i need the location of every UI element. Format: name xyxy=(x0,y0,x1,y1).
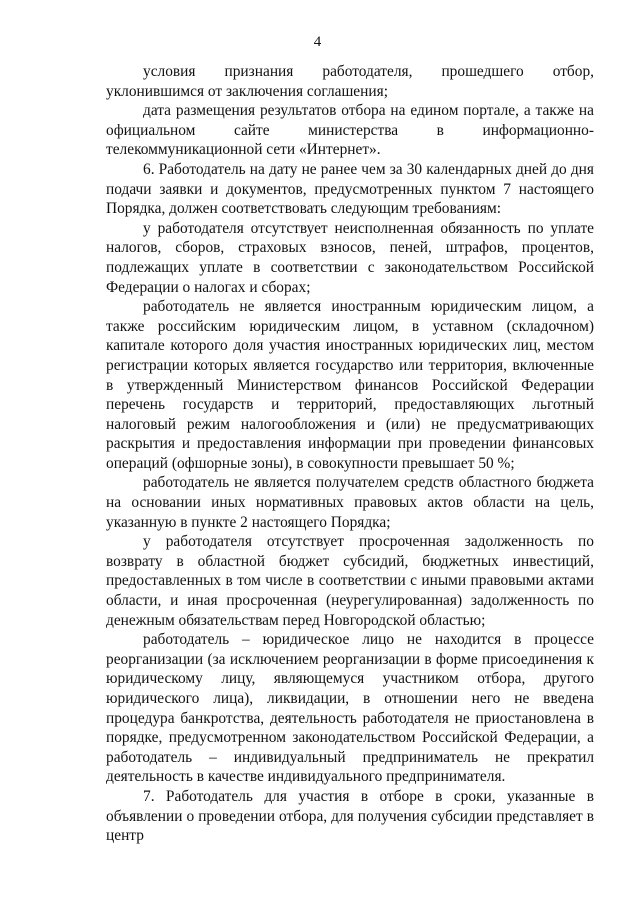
paragraph-item-6-requirements: 6. Работодатель на дату не ранее чем за 30 календарных дней до дня подачи заявки и документов, предусмотренных пунктом 7 настоящего Порядка, должен соответствовать следующим требованиям: xyxy=(106,160,594,218)
paragraph-overdue-debt: у работодателя отсутствует просроченная задолженность по возврату в областной бюджет субсидий, бюджетных инвестиций, предоставленных в том числе в соответствии с иными правовыми актами области, и иная просроченная (неурегулированная) задолженность по денежным обязательствам перед Новгородской областью; xyxy=(106,533,594,629)
page-number: 4 xyxy=(313,34,322,50)
paragraph-budget-recipient: работодатель не является получателем средств областного бюджета на основании иных нормативных правовых актов области на цель, указанную в пункте 2 настоящего Порядка; xyxy=(106,474,594,531)
paragraph-tax-obligations: у работодателя отсутствует неисполненная обязанность по уплате налогов, сборов, страховых взносов, пеней, штрафов, процентов, подлежащих уплате в соответствии с законодательством Российской Федерации о налогах и сборах; xyxy=(106,219,594,296)
paragraph-reorganization: работодатель – юридическое лицо не находится в процессе реорганизации (за исключением реорганизации в форме присоединения к юридическому лицу, являющемуся участником отбора, другого юридического лица), ликвидации, в отношении него не введена процедура банкротства, деятельность работодателя не приостановлена в порядке, предусмотренном законодательством Российской Федерации, а работодатель – индивидуальный предприниматель не прекратил деятельность в качестве индивидуального предпринимателя. xyxy=(106,631,594,786)
paragraph-results-publication: дата размещения результатов отбора на едином портале, а также на официальном сайте министерства в информационно-телекоммуникационной сети «Интернет». xyxy=(106,102,594,159)
document-body xyxy=(106,62,594,846)
paragraph-conditions-evasion: условия признания работодателя, прошедшего отбор, уклонившимся от заключения соглашения; xyxy=(106,63,594,100)
paragraph-foreign-entity: работодатель не является иностранным юридическим лицом, а также российским юридическим лицом, в уставном (складочном) капитале которого доля участия иностранных юридических лиц, местом регистрации которых является государство или территория, включенные в утвержденный Министерством финансов Российской Федерации перечень государств и территорий, предоставляющих льготный налоговый режим налогообложения и (или) не предусматривающих раскрытия и предоставления информации при проведении финансовых операций (офшорные зоны), в совокупности превышает 50 %; xyxy=(106,298,594,472)
paragraph-item-7-application: 7. Работодатель для участия в отборе в сроки, указанные в объявлении о проведении отбора, для получения субсидии представляет в центр xyxy=(106,787,594,845)
